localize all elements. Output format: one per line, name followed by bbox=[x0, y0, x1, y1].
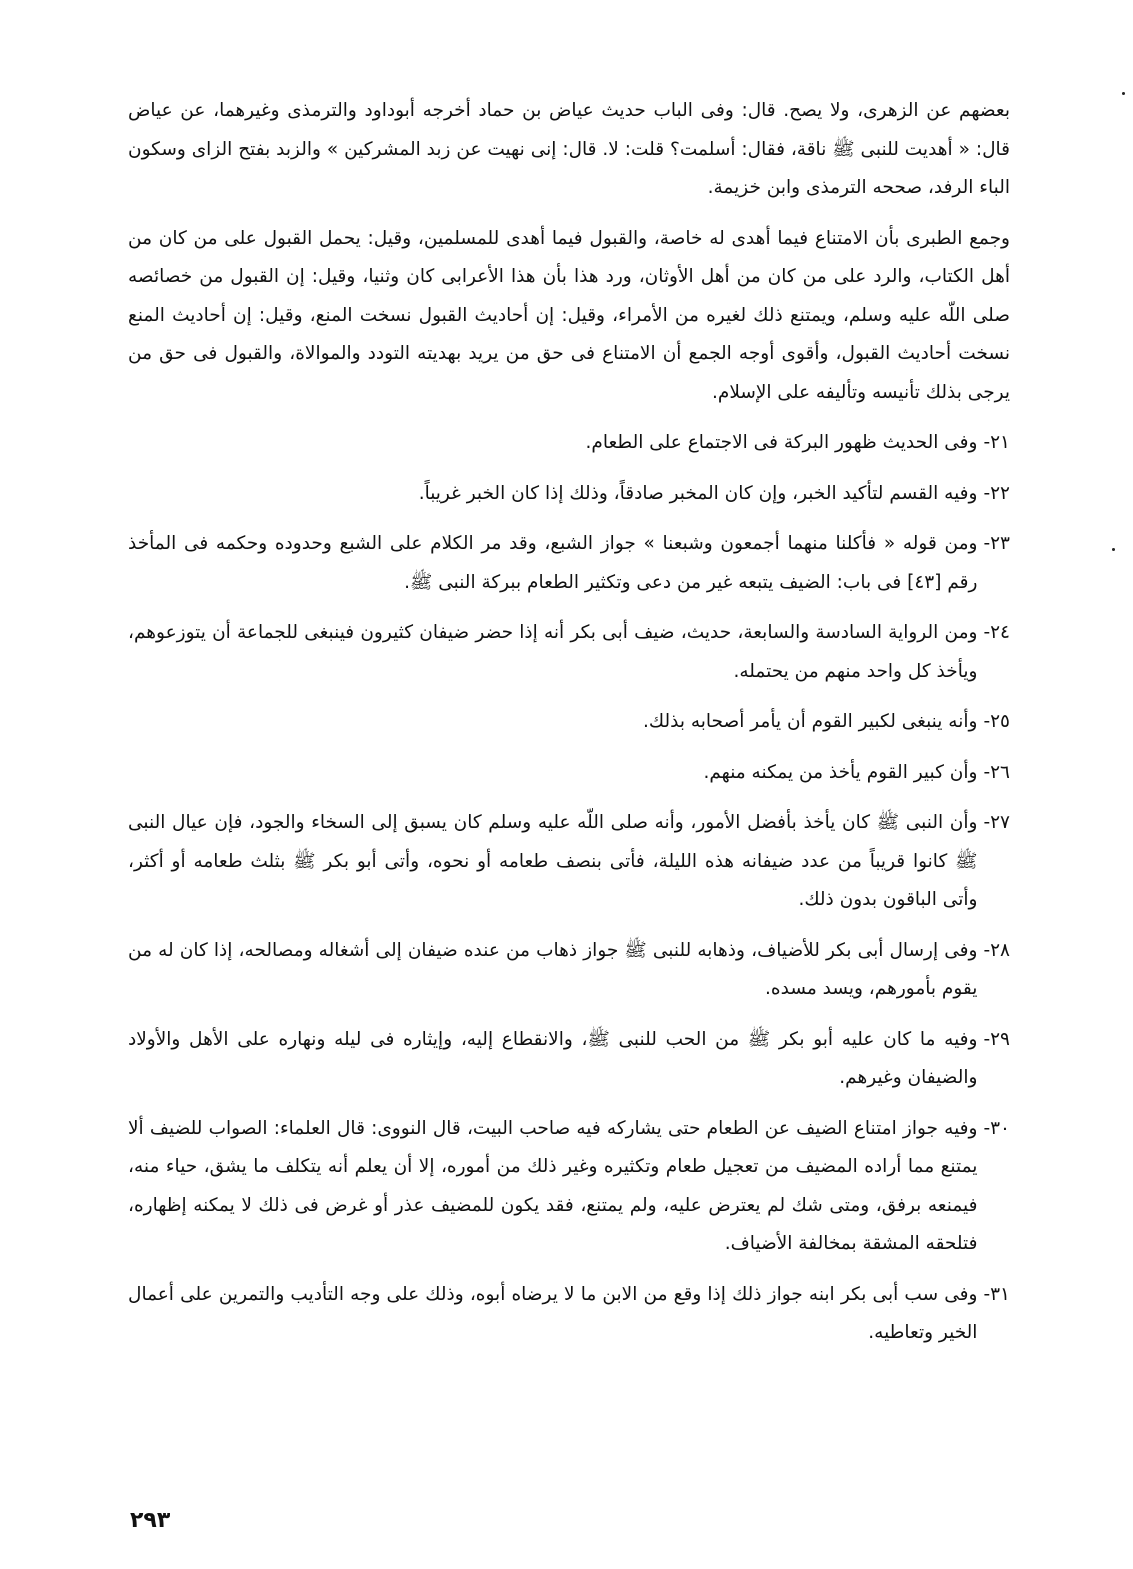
item-number: ٢١- bbox=[983, 432, 1010, 453]
item-text: وفى سب أبى بكر ابنه جواز ذلك إذا وقع من الابن ما لا يرضاه أبوه، وذلك على وجه التأديب والتمرين على أعمال الخير وتعاطيه. bbox=[128, 1283, 978, 1343]
item-number: ٢٥- bbox=[983, 711, 1010, 732]
page-body bbox=[128, 92, 1010, 1365]
item-number: ٣٠- bbox=[983, 1117, 1010, 1139]
page-number: ٢٩٣ bbox=[130, 1508, 171, 1533]
scan-speck bbox=[1112, 548, 1115, 551]
list-item-26 bbox=[128, 754, 1010, 793]
item-text: وأنه ينبغى لكبير القوم أن يأمر أصحابه بذلك. bbox=[643, 711, 978, 732]
item-text: وفيه ما كان عليه أبو بكر ﷺ من الحب للنبى ﷺ، والانقطاع إليه، وإيثاره فى ليله ونهاره على الأهل والأولاد والضيفان وغيرهم. bbox=[128, 1028, 978, 1088]
list-item-22 bbox=[128, 475, 1010, 514]
list-item-21 bbox=[128, 424, 1010, 463]
item-number: ٢٣- bbox=[983, 533, 1010, 554]
list-item-29 bbox=[128, 1021, 1010, 1098]
item-number: ٢٧- bbox=[983, 812, 1010, 833]
item-number: ٢٢- bbox=[983, 482, 1010, 504]
item-text: ومن قوله « فأكلنا منهما أجمعون وشبعنا » جواز الشبع، وقد مر الكلام على الشبع وحدوده وحكمه فى المأخذ رقم [٤٣] فى باب: الضيف يتبعه غير من دعى وتكثير الطعام ببركة النبى ﷺ. bbox=[128, 533, 978, 593]
scan-speck bbox=[1122, 92, 1125, 95]
item-number: ٢٨- bbox=[983, 939, 1010, 961]
item-text: وأن النبى ﷺ كان يأخذ بأفضل الأمور، وأنه صلى اللّه عليه وسلم كان يسبق إلى السخاء والجود، فإن عيال النبى ﷺ كانوا قريباً من عدد ضيفانه هذه الليلة، فأتى بنصف طعامه أو نحوه، وأتى أبو بكر ﷺ بثلث طعامه أو أكثر، وأتى الباقون بدون ذلك. bbox=[128, 812, 978, 910]
list-item-24 bbox=[128, 614, 1010, 691]
item-text: وفيه القسم لتأكيد الخبر، وإن كان المخبر صادقاً، وذلك إذا كان الخبر غريباً. bbox=[418, 482, 978, 504]
list-item-30 bbox=[128, 1110, 1010, 1264]
list-item-27 bbox=[128, 804, 1010, 920]
item-text: وأن كبير القوم يأخذ من يمكنه منهم. bbox=[703, 761, 978, 783]
item-text: ومن الرواية السادسة والسابعة، حديث، ضيف أبى بكر أنه إذا حضر ضيفان كثيرون فينبغى للجماعة أن يتوزعوهم، ويأخذ كل واحد منهم من يحتمله. bbox=[128, 622, 978, 682]
intro-paragraph-1: بعضهم عن الزهرى، ولا يصح. قال: وفى الباب حديث عياض بن حماد أخرجه أبوداود والترمذى وغيرهما، عن عياض قال: « أهديت للنبى ﷺ ناقة، فقال: أسلمت؟ قلت: لا. قال: إنى نهيت عن زبد المشركين » والزبد بفتح الزاى وسكون الباء الرفد، صححه الترمذى وابن خزيمة. bbox=[128, 100, 1010, 198]
list-item-25 bbox=[128, 703, 1010, 742]
item-number: ٢٦- bbox=[983, 761, 1010, 783]
intro-paragraph-2: وجمع الطبرى بأن الامتناع فيما أهدى له خاصة، والقبول فيما أهدى للمسلمين، وقيل: يحمل القبول على من كان من أهل الكتاب، والرد على من كان من أهل الأوثان، ورد هذا بأن هذا الأعرابى كان وثنيا، وقيل: إن القبول من خصائصه صلى اللّه عليه وسلم، ويمتنع ذلك لغيره من الأمراء، وقيل: إن أحاديث القبول نسخت المنع، وقيل: إن أحاديث المنع نسخت أحاديث القبول، وأقوى أوجه الجمع أن الامتناع فى حق من يريد بهديته التودد والموالاة، والقبول فى حق من يرجى بذلك تأنيسه وتأليفه على الإسلام. bbox=[128, 227, 1010, 403]
item-text: وفى إرسال أبى بكر للأضياف، وذهابه للنبى ﷺ جواز ذهاب من عنده ضيفان إلى أشغاله ومصالحه، إذا كان له من يقوم بأمورهم، ويسد مسده. bbox=[128, 939, 978, 999]
item-text: وفيه جواز امتناع الضيف عن الطعام حتى يشاركه فيه صاحب البيت، قال النووى: قال العلماء: الصواب للضيف ألا يمتنع مما أراده المضيف من تعجيل طعام وتكثيره وغير ذلك من أموره، إلا أن يعلم أنه يتكلف ما يشق، حياء منه، فيمنعه برفق، ومتى شك لم يعترض عليه، ولم يمتنع، فقد يكون للمضيف عذر أو غرض فى ذلك لا يمكنه إظهاره، فتلحقه المشقة بمخالفة الأضياف. bbox=[128, 1117, 978, 1254]
item-number: ٣١- bbox=[983, 1283, 1010, 1305]
list-item-23 bbox=[128, 525, 1010, 602]
item-text: وفى الحديث ظهور البركة فى الاجتماع على الطعام. bbox=[585, 432, 978, 453]
list-item-28 bbox=[128, 932, 1010, 1009]
list-item-31 bbox=[128, 1276, 1010, 1353]
item-number: ٢٤- bbox=[983, 622, 1010, 643]
item-number: ٢٩- bbox=[983, 1028, 1010, 1050]
